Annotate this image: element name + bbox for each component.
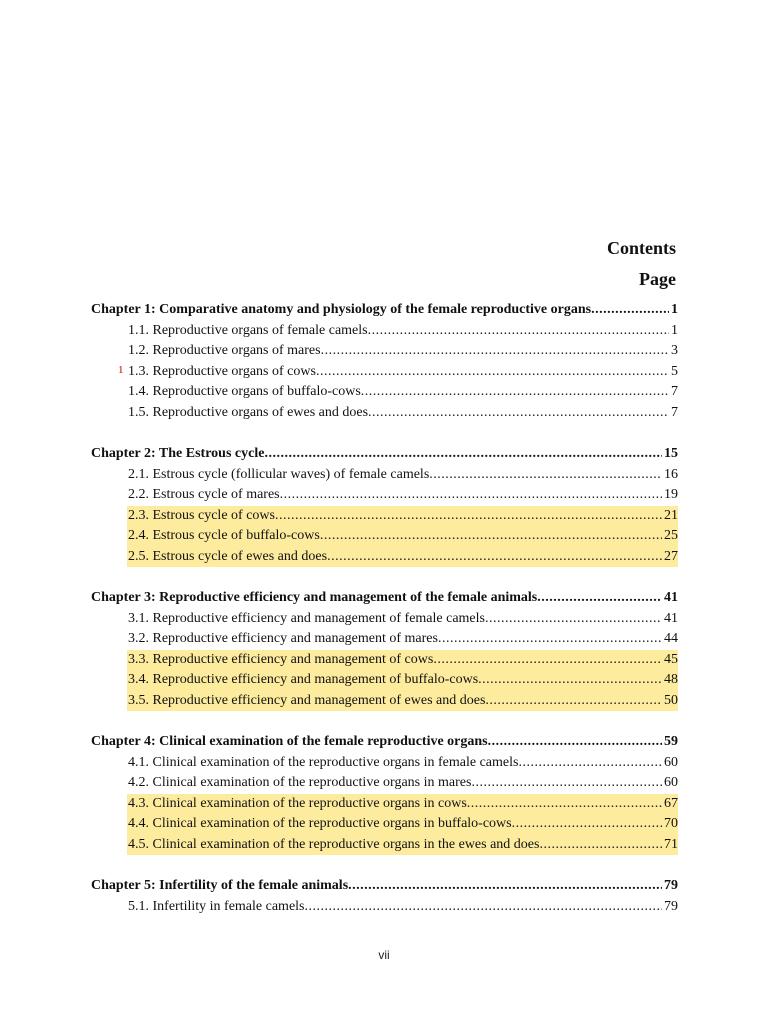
dot-leader [280, 485, 662, 506]
chapter-3 [91, 588, 678, 711]
section-entry-highlighted[interactable] [91, 547, 678, 568]
footer-page-number: vii [378, 948, 390, 962]
dot-leader [348, 876, 662, 897]
dot-leader [539, 835, 662, 856]
dot-leader [537, 588, 662, 609]
section-title: 2.1. Estrous cycle (follicular waves) of female camels [128, 466, 430, 482]
dot-leader [433, 650, 662, 671]
chapter-entry[interactable] [91, 732, 678, 753]
chapter-entry[interactable] [91, 300, 678, 321]
dot-leader [321, 341, 669, 362]
chapter-page-number: 79 [664, 878, 678, 893]
dot-leader [438, 629, 662, 650]
chapter-title: Chapter 5: Infertility of the female animals [91, 878, 349, 893]
section-title: 5.1. Infertility in female camels [128, 898, 305, 914]
section-title: 4.5. Clinical examination of the reproductive organs in the ewes and does [128, 836, 540, 852]
section-entry-highlighted[interactable] [91, 794, 678, 815]
chapter-title: Chapter 1: Comparative anatomy and physiology of the female reproductive organs [91, 302, 592, 317]
section-title: 1.1. Reproductive organs of female camels [128, 322, 368, 338]
section-page-number: 25 [664, 528, 678, 543]
section-title: 3.2. Reproductive efficiency and management of mares [128, 631, 438, 646]
section-title: 3.4. Reproductive efficiency and management of buffalo-cows [128, 672, 479, 687]
section-page-number: 7 [671, 404, 678, 420]
chapter-entry[interactable] [91, 588, 678, 609]
revision-mark: 1 [118, 363, 124, 376]
section-title: 4.3. Clinical examination of the reproductive organs in cows [128, 795, 467, 811]
dot-leader [320, 526, 662, 547]
section-title: 2.4. Estrous cycle of buffalo-cows [128, 528, 320, 543]
dot-leader [305, 897, 663, 918]
dot-leader [327, 547, 662, 568]
section-page-number: 1 [671, 322, 678, 338]
chapter-2 [91, 444, 678, 567]
section-entry[interactable] [91, 382, 678, 403]
dot-leader [368, 321, 669, 342]
section-title: 2.3. Estrous cycle of cows [128, 507, 275, 523]
section-entry[interactable] [91, 609, 678, 630]
chapter-page-number: 15 [664, 446, 678, 461]
section-entry-highlighted[interactable] [91, 526, 678, 547]
section-entry-highlighted[interactable] [91, 814, 678, 835]
section-entry[interactable] [91, 362, 678, 383]
section-page-number: 3 [671, 343, 678, 358]
dot-leader [275, 506, 662, 527]
section-title: 2.5. Estrous cycle of ewes and does [128, 548, 328, 564]
section-entry[interactable] [91, 485, 678, 506]
section-entry-highlighted[interactable] [91, 835, 678, 856]
dot-leader [471, 773, 662, 794]
section-entry[interactable] [91, 321, 678, 342]
dot-leader [316, 362, 669, 383]
section-entry[interactable] [91, 753, 678, 774]
section-page-number: 79 [664, 898, 678, 914]
dot-leader [518, 753, 662, 774]
section-page-number: 5 [671, 363, 678, 379]
section-title: 4.1. Clinical examination of the reproductive organs in female camels [128, 754, 519, 770]
chapter-page-number: 41 [664, 590, 678, 605]
section-page-number: 7 [671, 384, 678, 399]
section-title: 3.1. Reproductive efficiency and management of female camels [128, 610, 485, 626]
dot-leader [429, 465, 662, 486]
dot-leader [467, 794, 662, 815]
section-page-number: 44 [664, 631, 678, 646]
contents-heading: Contents [606, 238, 676, 258]
section-entry[interactable] [91, 403, 678, 424]
section-entry[interactable] [91, 897, 678, 918]
section-entry[interactable] [91, 773, 678, 794]
section-title: 1.5. Reproductive organs of ewes and does [128, 404, 369, 420]
dot-leader [512, 814, 662, 835]
chapter-entry[interactable] [91, 876, 678, 897]
page-column-heading: Page [639, 269, 676, 289]
section-title: 1.3. Reproductive organs of cows [128, 363, 316, 379]
chapter-1 [91, 300, 678, 423]
section-page-number: 21 [664, 507, 678, 523]
section-entry[interactable] [91, 465, 678, 486]
section-page-number: 19 [664, 487, 678, 502]
dot-leader [264, 444, 662, 465]
section-page-number: 60 [664, 754, 678, 770]
section-title: 3.3. Reproductive efficiency and management of cows [128, 651, 434, 667]
section-entry-highlighted[interactable] [91, 691, 678, 712]
chapter-title: Chapter 2: The Estrous cycle [91, 446, 265, 461]
section-title: 1.4. Reproductive organs of buffalo-cows [128, 384, 361, 399]
section-page-number: 70 [664, 816, 678, 831]
section-title: 4.4. Clinical examination of the reproductive organs in buffalo-cows [128, 816, 512, 831]
chapter-title: Chapter 3: Reproductive efficiency and management of the female animals [91, 590, 538, 605]
section-page-number: 27 [664, 548, 678, 564]
section-page-number: 67 [664, 795, 678, 811]
dot-leader [361, 382, 669, 403]
section-entry-highlighted[interactable] [91, 650, 678, 671]
chapter-5 [91, 876, 678, 917]
section-page-number: 45 [664, 651, 678, 667]
chapter-entry[interactable] [91, 444, 678, 465]
section-page-number: 60 [664, 775, 678, 790]
section-page-number: 16 [664, 466, 678, 482]
section-page-number: 71 [664, 836, 678, 852]
dot-leader [485, 609, 662, 630]
chapter-title: Chapter 4: Clinical examination of the female reproductive organs [91, 734, 488, 749]
dot-leader [591, 300, 669, 321]
dot-leader [368, 403, 669, 424]
section-title: 4.2. Clinical examination of the reproductive organs in mares [128, 775, 472, 790]
section-title: 3.5. Reproductive efficiency and management of ewes and does [128, 692, 486, 708]
section-entry[interactable] [91, 341, 678, 362]
section-entry-highlighted[interactable] [91, 670, 678, 691]
chapter-page-number: 1 [671, 302, 678, 317]
section-entry[interactable] [91, 629, 678, 650]
section-entry-highlighted[interactable] [91, 506, 678, 527]
section-title: 1.2. Reproductive organs of mares [128, 343, 321, 358]
table-of-contents [91, 300, 678, 938]
dot-leader [488, 732, 662, 753]
section-title: 2.2. Estrous cycle of mares [128, 487, 280, 502]
chapter-4 [91, 732, 678, 855]
section-page-number: 48 [664, 672, 678, 687]
chapter-page-number: 59 [664, 734, 678, 749]
dot-leader [478, 670, 662, 691]
section-page-number: 41 [664, 610, 678, 626]
dot-leader [485, 691, 662, 712]
section-page-number: 50 [664, 692, 678, 708]
